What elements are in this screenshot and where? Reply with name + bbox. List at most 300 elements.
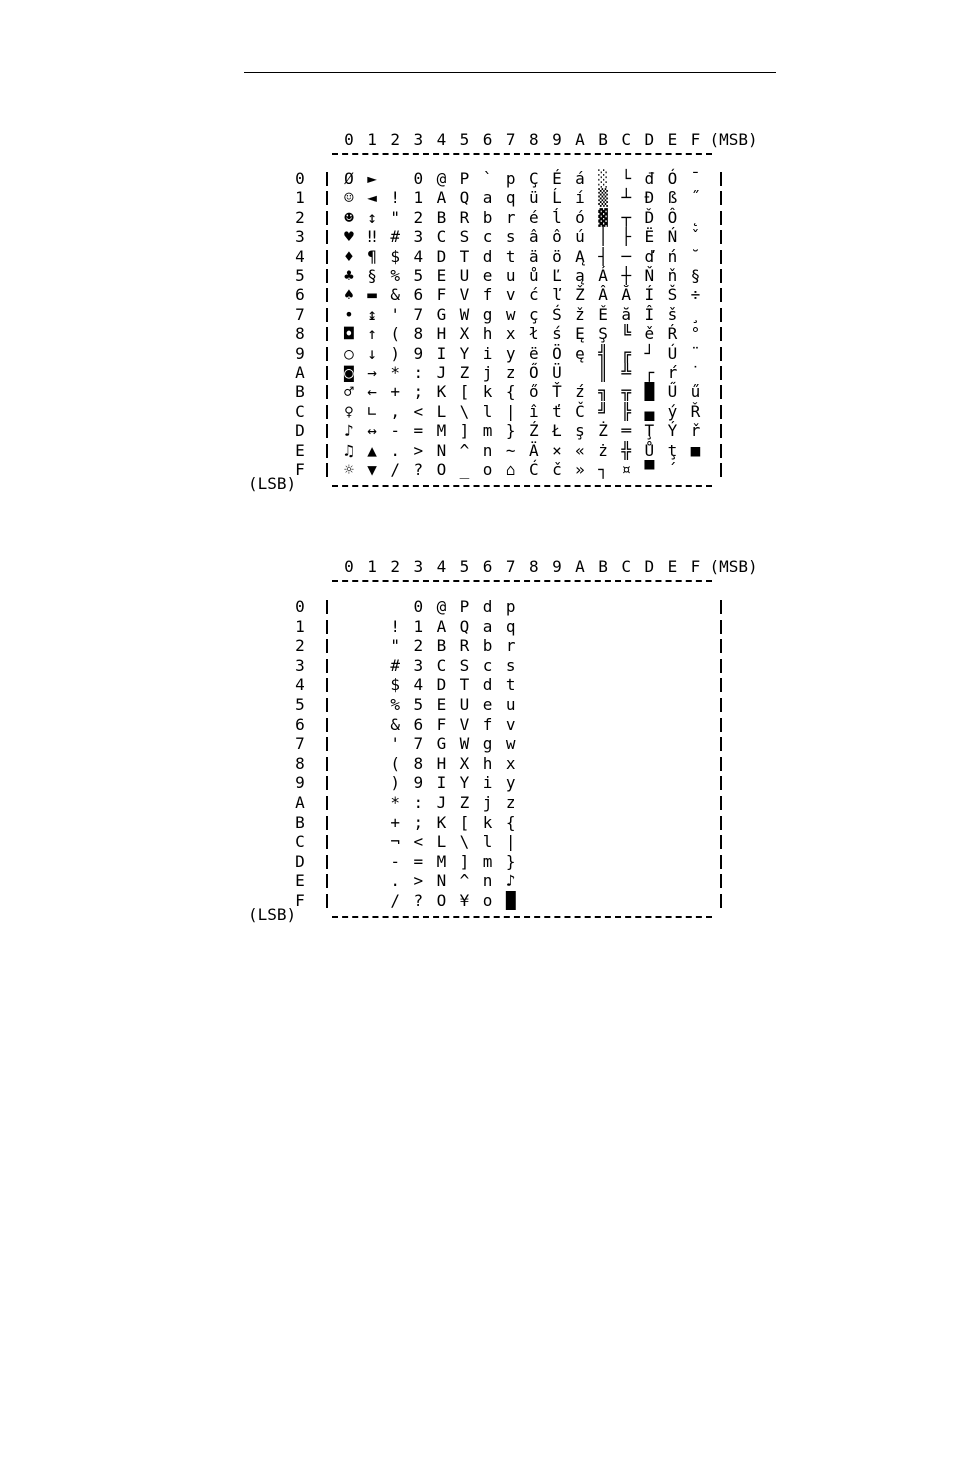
char-cell: 7 <box>413 304 424 324</box>
top-dashed-border <box>332 153 712 155</box>
char-cell: ♫ <box>344 440 354 460</box>
char-cell: Ů <box>644 440 655 460</box>
char-cell: ý <box>667 401 678 421</box>
char-cell: ♂ <box>344 382 354 402</box>
char-cell: Ŕ <box>667 324 678 344</box>
right-border <box>720 250 722 264</box>
char-cell: X <box>459 753 470 773</box>
right-border <box>720 776 722 790</box>
right-border <box>720 385 722 399</box>
char-cell: └ <box>621 169 631 188</box>
right-border <box>720 678 722 692</box>
row-header: 3 <box>295 655 305 675</box>
char-cell: X <box>459 324 470 344</box>
char-cell: ├ <box>621 227 631 247</box>
char-cell: ┐ <box>598 460 608 479</box>
char-cell: Ź <box>528 421 539 441</box>
column-header: 4 <box>436 130 447 149</box>
char-cell: p <box>505 169 516 188</box>
char-cell: ń <box>667 246 678 266</box>
char-cell: j <box>482 363 493 382</box>
char-cell: Đ <box>644 188 655 208</box>
char-cell: ▲ <box>367 440 377 460</box>
char-cell: ↔ <box>367 421 377 441</box>
char-cell: u <box>505 266 516 285</box>
char-cell: Ş <box>598 324 608 344</box>
char-cell: ş <box>575 421 585 441</box>
char-cell: 2 <box>413 636 424 656</box>
char-cell: 5 <box>413 266 424 285</box>
right-border <box>720 288 722 302</box>
char-cell: Ż <box>598 421 608 441</box>
char-cell: @ <box>436 169 447 188</box>
char-cell: z <box>505 363 516 382</box>
char-cell: % <box>390 695 400 714</box>
column-header: A <box>575 130 585 149</box>
left-border <box>326 620 328 634</box>
char-cell: ü <box>528 188 539 208</box>
column-header: E <box>667 130 678 149</box>
column-header: 8 <box>528 557 539 576</box>
char-cell: ś <box>552 324 562 344</box>
char-cell: Z <box>459 793 470 812</box>
char-cell: N <box>436 440 447 460</box>
char-cell: ě <box>644 324 655 344</box>
char-cell: Í <box>644 285 655 305</box>
char-cell: Ý <box>667 421 678 441</box>
right-border <box>720 327 722 341</box>
char-cell: ⌂ <box>505 460 516 479</box>
char-cell: h <box>482 753 493 773</box>
char-cell: Á <box>598 266 608 285</box>
char-cell: 7 <box>413 734 424 754</box>
right-border <box>720 444 722 458</box>
char-cell: Q <box>459 188 470 208</box>
left-border <box>326 250 328 264</box>
char-cell: n <box>482 871 493 891</box>
char-cell: â <box>528 227 539 247</box>
row-header: 5 <box>295 266 305 285</box>
char-cell: y <box>505 343 516 363</box>
char-cell: > <box>413 871 424 891</box>
char-cell: 4 <box>413 246 424 266</box>
char-cell: 5 <box>413 695 424 714</box>
char-cell: q <box>505 616 516 636</box>
right-border <box>720 308 722 322</box>
char-cell: ľ <box>552 285 562 305</box>
left-border <box>326 678 328 692</box>
left-border <box>326 639 328 653</box>
char-cell: 8 <box>413 324 424 344</box>
char-cell: ' <box>390 734 400 754</box>
left-border <box>326 269 328 283</box>
char-cell: H <box>436 324 447 344</box>
char-cell: E <box>436 266 447 285</box>
row-header: E <box>295 440 305 460</box>
char-cell: M <box>436 421 447 441</box>
char-cell: Ę <box>575 324 585 344</box>
char-cell: Î <box>644 304 655 324</box>
char-cell: , <box>390 401 400 421</box>
char-cell: [ <box>459 382 470 402</box>
char-cell: _ <box>459 460 470 479</box>
char-cell: k <box>482 382 493 402</box>
char-cell: ╝ <box>598 401 608 421</box>
right-border <box>720 639 722 653</box>
right-border <box>720 230 722 244</box>
char-cell: ° <box>690 324 701 344</box>
char-cell: ∟ <box>367 401 377 421</box>
char-cell: j <box>482 793 493 812</box>
char-cell: ^ <box>459 871 470 891</box>
char-cell: N <box>436 871 447 891</box>
char-cell: ♠ <box>344 285 354 305</box>
left-border <box>326 347 328 361</box>
char-cell: o <box>482 460 493 479</box>
char-cell: l <box>482 401 493 421</box>
row-header: 7 <box>295 734 305 754</box>
char-cell: ą <box>575 266 585 285</box>
left-border <box>326 327 328 341</box>
char-cell: 6 <box>413 285 424 305</box>
char-cell: ▀ <box>644 460 655 479</box>
row-header: D <box>295 851 305 871</box>
char-cell: ) <box>390 773 400 793</box>
char-cell: 0 <box>413 169 424 188</box>
char-cell: c <box>482 655 493 675</box>
char-cell: ^ <box>459 440 470 460</box>
char-cell: Ń <box>667 227 678 247</box>
row-header: 7 <box>295 304 305 324</box>
char-cell: î <box>528 401 539 421</box>
char-cell: L <box>436 832 447 852</box>
char-cell: D <box>436 246 447 266</box>
char-cell: J <box>436 363 447 382</box>
row-header: 8 <box>295 324 305 344</box>
column-header: F <box>690 557 701 576</box>
char-cell: d <box>482 675 493 695</box>
char-cell: đ <box>644 169 655 188</box>
char-cell: ~ <box>505 440 516 460</box>
char-cell: g <box>482 304 493 324</box>
column-header: B <box>598 130 608 149</box>
char-cell: Ď <box>644 207 655 227</box>
char-cell: Ś <box>552 304 562 324</box>
char-cell: ┴ <box>621 188 631 208</box>
char-cell: Ö <box>552 343 562 363</box>
char-cell: ç <box>528 304 539 324</box>
char-cell: ] <box>459 851 470 871</box>
column-header: 1 <box>367 130 377 149</box>
char-cell: ¨ <box>690 343 701 363</box>
row-header: A <box>295 793 305 812</box>
char-cell: R <box>459 636 470 656</box>
char-cell: ♣ <box>344 266 354 285</box>
left-border <box>326 288 328 302</box>
char-cell: § <box>367 266 377 285</box>
char-cell: í <box>575 188 585 208</box>
char-cell: V <box>459 714 470 734</box>
char-cell: ' <box>390 304 400 324</box>
char-cell: ╠ <box>621 401 631 421</box>
row-header: C <box>295 401 305 421</box>
char-cell: s <box>505 655 516 675</box>
char-cell: V <box>459 285 470 305</box>
char-cell: ˝ <box>690 188 701 208</box>
msb-label: (MSB) <box>709 130 758 149</box>
char-cell: x <box>505 324 516 344</box>
char-cell: { <box>505 812 516 832</box>
char-cell: U <box>459 695 470 714</box>
char-cell: Ű <box>667 382 678 402</box>
row-header: E <box>295 871 305 891</box>
left-border <box>326 230 328 244</box>
char-cell: ž <box>575 304 585 324</box>
char-cell: u <box>505 695 516 714</box>
char-cell: ő <box>528 382 539 402</box>
char-cell: Y <box>459 343 470 363</box>
row-header: 2 <box>295 636 305 656</box>
char-cell: a <box>482 188 493 208</box>
char-cell: z <box>505 793 516 812</box>
char-cell: ▬ <box>367 285 377 305</box>
char-cell: i <box>482 773 493 793</box>
char-cell: ô <box>552 227 562 247</box>
right-border <box>720 874 722 888</box>
left-border <box>326 835 328 849</box>
char-cell: Ú <box>667 343 678 363</box>
char-cell: → <box>367 363 377 382</box>
char-cell: ☺ <box>344 188 354 208</box>
char-cell: | <box>505 401 516 421</box>
char-cell: ? <box>413 460 424 479</box>
column-header: C <box>621 130 631 149</box>
char-cell: ‼ <box>367 227 377 247</box>
left-border <box>326 855 328 869</box>
row-header: B <box>295 812 305 832</box>
column-header: 5 <box>459 557 470 576</box>
left-border <box>326 796 328 810</box>
char-cell: # <box>390 655 400 675</box>
char-cell: ë <box>528 343 539 363</box>
char-cell: ▒ <box>598 188 608 208</box>
column-header: 2 <box>390 557 400 576</box>
char-cell: ] <box>459 421 470 441</box>
char-cell: ← <box>367 382 377 402</box>
left-border <box>326 172 328 186</box>
char-cell: m <box>482 851 493 871</box>
char-cell: ═ <box>621 421 631 441</box>
right-border <box>720 737 722 751</box>
char-cell: % <box>390 266 400 285</box>
char-cell: é <box>528 207 539 227</box>
char-cell: " <box>390 207 400 227</box>
char-cell: ↑ <box>367 324 377 344</box>
char-cell: D <box>436 675 447 695</box>
char-cell: a <box>482 616 493 636</box>
lsb-label: (LSB) <box>248 905 297 924</box>
char-cell: : <box>413 793 424 812</box>
right-border <box>720 855 722 869</box>
char-cell: ć <box>528 285 539 305</box>
right-border <box>720 620 722 634</box>
char-cell: w <box>505 734 516 754</box>
char-cell: § <box>690 266 701 285</box>
char-cell: 0 <box>413 597 424 616</box>
char-cell: ż <box>598 440 608 460</box>
char-cell: Ľ <box>552 266 562 285</box>
char-cell: ¬ <box>390 832 400 852</box>
left-border <box>326 659 328 673</box>
char-cell: { <box>505 382 516 402</box>
char-cell: R <box>459 207 470 227</box>
right-border <box>720 835 722 849</box>
char-cell: ─ <box>621 246 631 266</box>
char-cell: - <box>390 851 400 871</box>
char-cell: ď <box>644 246 655 266</box>
row-header: F <box>295 891 305 910</box>
char-cell: B <box>436 207 447 227</box>
right-border <box>720 659 722 673</box>
char-cell: / <box>390 460 400 479</box>
char-cell: 6 <box>413 714 424 734</box>
char-cell: } <box>505 421 516 441</box>
char-cell: s <box>505 227 516 247</box>
char-cell: ; <box>413 812 424 832</box>
char-cell: e <box>482 266 493 285</box>
top-dashed-border <box>332 580 712 582</box>
row-header: 8 <box>295 753 305 773</box>
char-cell: = <box>413 851 424 871</box>
char-cell: Ţ <box>644 421 655 441</box>
left-border <box>326 424 328 438</box>
char-cell: H <box>436 753 447 773</box>
char-cell: Š <box>667 285 678 305</box>
char-cell: r <box>505 636 516 656</box>
char-cell: Ž <box>575 285 585 305</box>
char-cell: ¸ <box>690 304 701 324</box>
row-header: 6 <box>295 285 305 305</box>
char-cell: & <box>390 714 400 734</box>
char-cell: + <box>390 382 400 402</box>
char-cell: • <box>344 304 354 324</box>
char-cell: ř <box>690 421 701 441</box>
char-cell: ` <box>482 169 493 188</box>
char-cell: \ <box>459 832 470 852</box>
char-cell: ▄ <box>644 401 655 421</box>
char-cell: ˘ <box>690 246 701 266</box>
char-cell: ¯ <box>690 169 701 188</box>
column-header: E <box>667 557 678 576</box>
char-cell: ┘ <box>644 343 655 363</box>
char-cell: b <box>482 207 493 227</box>
right-border <box>720 463 722 477</box>
char-cell: 9 <box>413 773 424 793</box>
char-cell: ♦ <box>344 246 354 266</box>
char-cell: S <box>459 227 470 247</box>
left-border <box>326 211 328 225</box>
char-cell: ↕ <box>367 207 377 227</box>
char-cell: Ř <box>690 401 701 421</box>
char-cell: W <box>459 304 470 324</box>
char-cell: │ <box>598 227 608 247</box>
char-cell: ů <box>528 266 539 285</box>
char-cell: Ä <box>528 440 539 460</box>
char-cell: q <box>505 188 516 208</box>
char-cell: T <box>459 675 470 695</box>
right-border <box>720 600 722 614</box>
left-border <box>326 405 328 419</box>
char-cell: ↨ <box>367 304 377 324</box>
left-border <box>326 463 328 477</box>
char-cell: e <box>482 695 493 714</box>
char-cell: U <box>459 266 470 285</box>
column-header: 6 <box>482 130 493 149</box>
char-cell: ź <box>575 382 585 402</box>
char-cell: & <box>390 285 400 305</box>
char-cell: É <box>552 169 562 188</box>
char-cell: Ó <box>667 169 678 188</box>
char-cell: 8 <box>413 753 424 773</box>
row-header: 5 <box>295 695 305 714</box>
char-cell: ♪ <box>505 871 516 891</box>
lsb-label: (LSB) <box>248 474 297 493</box>
char-cell: ú <box>575 227 585 247</box>
top-rule <box>244 72 776 73</box>
char-cell: č <box>552 460 562 479</box>
row-header: D <box>295 421 305 441</box>
char-cell: ; <box>413 382 424 402</box>
row-header: 0 <box>295 169 305 188</box>
char-cell: Â <box>598 285 608 305</box>
char-cell: $ <box>390 246 400 266</box>
char-cell: ) <box>390 343 400 363</box>
left-border <box>326 874 328 888</box>
char-cell: t <box>505 675 516 695</box>
column-header: 7 <box>505 130 516 149</box>
char-cell: 9 <box>413 343 424 363</box>
char-cell: c <box>482 227 493 247</box>
char-cell: ţ <box>667 440 678 460</box>
char-cell: ╣ <box>598 343 608 363</box>
char-cell: ö <box>552 246 562 266</box>
char-cell: i <box>482 343 493 363</box>
right-border <box>720 366 722 380</box>
char-cell: ╩ <box>621 363 631 382</box>
char-cell: ÷ <box>690 285 701 305</box>
char-cell: █ <box>644 382 655 402</box>
char-cell: Ě <box>598 304 608 324</box>
row-header: 1 <box>295 188 305 208</box>
char-cell: ■ <box>690 440 701 460</box>
char-cell: * <box>390 793 400 812</box>
right-border <box>720 269 722 283</box>
char-cell: F <box>436 714 447 734</box>
left-border <box>326 308 328 322</box>
char-cell: | <box>505 832 516 852</box>
char-cell: Ą <box>575 246 585 266</box>
column-header: 4 <box>436 557 447 576</box>
char-cell: O <box>436 891 447 910</box>
char-cell: I <box>436 773 447 793</box>
column-header: 5 <box>459 130 470 149</box>
char-cell: ? <box>413 891 424 910</box>
char-cell: o <box>482 891 493 910</box>
char-cell: C <box>436 655 447 675</box>
char-cell: ░ <box>598 169 608 188</box>
right-border <box>720 424 722 438</box>
char-cell: + <box>390 812 400 832</box>
